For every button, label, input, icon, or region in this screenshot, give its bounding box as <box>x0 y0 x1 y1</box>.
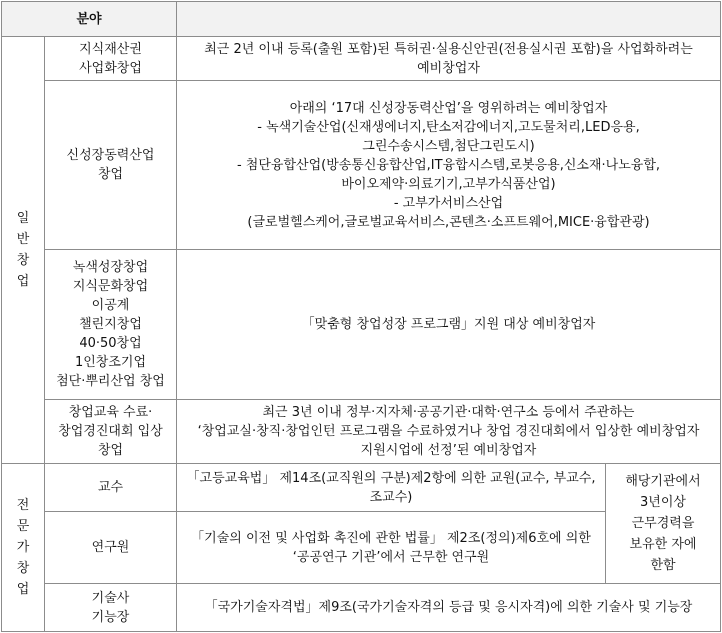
field-name: 녹색성장창업 지식문화창업 이공계 챌린지창업 40·50창업 1인창조기업 첨단·뿌리산업 창업 <box>45 250 177 400</box>
startup-field-table <box>1 1 721 632</box>
table-row <box>2 37 721 81</box>
category-general: 일 반 창 업 <box>2 37 45 464</box>
header-field: 분야 <box>2 2 177 37</box>
table-row <box>2 250 721 400</box>
field-name: 창업교육 수료· 창업경진대회 입상 창업 <box>45 400 177 464</box>
field-description: 「기술의 이전 및 사업화 촉진에 관한 법률」 제2조(정의)제6호에 의한 ‘공공연구 기관’에서 근무한 연구원 <box>177 512 606 584</box>
field-name: 연구원 <box>45 512 177 584</box>
experience-requirement: 해당기관에서 3년이상 근무경력을 보유한 자에 한함 <box>606 464 721 584</box>
field-name: 기술사 기능장 <box>45 584 177 632</box>
field-description: 「맞춤형 창업성장 프로그램」지원 대상 예비창업자 <box>177 250 721 400</box>
field-description: 최근 2년 이내 등록(출원 포함)된 특허권·실용신안권(전용실시권 포함)을 사업화하려는 예비창업자 <box>177 37 721 81</box>
field-name: 지식재산권 사업화창업 <box>45 37 177 81</box>
field-description: 아래의 ‘17대 신성장동력산업’을 영위하려는 예비창업자 - 녹색기술산업(신재생에너지,탄소저감에너지,고도물처리,LED응용, 그린수송시스템,첨단그린도시) - 첨단융합산업(방송통신융합산업,IT융합시스템,로봇응용,신소재·나노융합, 바이오제약·의료기기,고부가식품산업) - 고부가서비스산업 (글로벌헬스케어,글로벌교육서비스,콘텐츠·소프트웨어,MICE·융합관광) <box>177 81 721 250</box>
field-description: 「고등교육법」 제14조(교직원의 구분)제2항에 의한 교원(교수, 부교수, 조교수) <box>177 464 606 512</box>
field-description: 「국가기술자격법」제9조(국가기술자격의 등급 및 응시자격)에 의한 기술사 및 기능장 <box>177 584 721 632</box>
header-row <box>2 2 721 37</box>
field-description: 최근 3년 이내 정부·지자체·공공기관·대학·연구소 등에서 주관하는 ‘창업교실·창직·창업인턴 프로그램을 수료하였거나 창업 경진대회에서 입상한 예비창업자 지원시업에 선정’된 예비창업자 <box>177 400 721 464</box>
field-name: 교수 <box>45 464 177 512</box>
table-row <box>2 464 721 512</box>
category-professional: 전 문 가 창 업 <box>2 464 45 632</box>
table-row <box>2 81 721 250</box>
table-row <box>2 584 721 632</box>
table-row <box>2 400 721 464</box>
field-name: 신성장동력산업 창업 <box>45 81 177 250</box>
header-description <box>177 2 721 37</box>
